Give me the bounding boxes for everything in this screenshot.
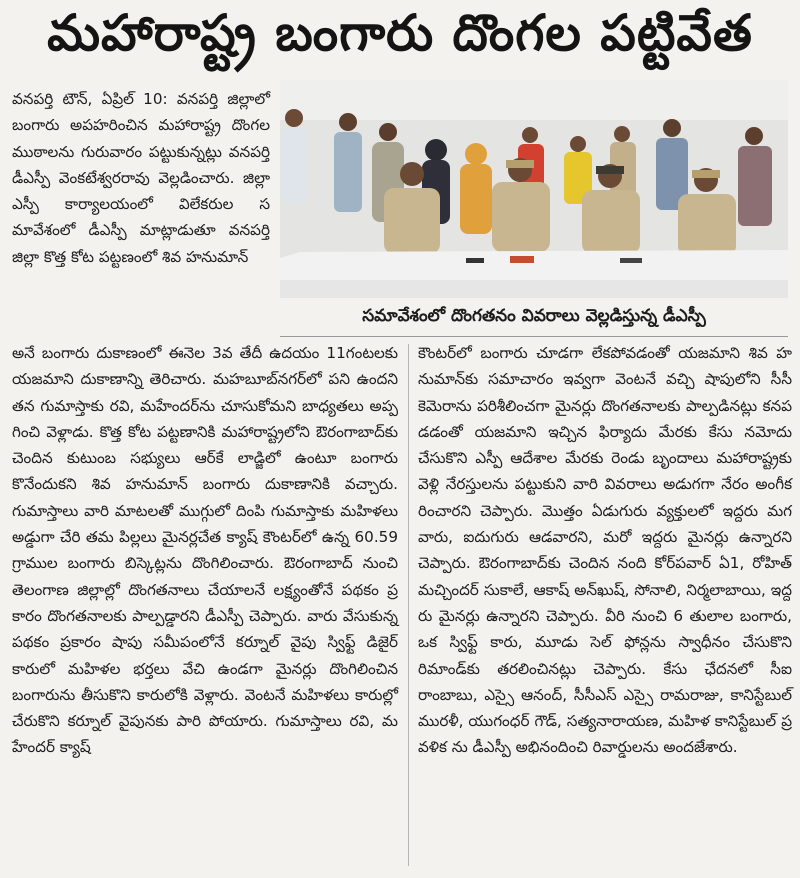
article-column-1-bottom: అనే బంగారు దుకాణంలో ఈనెల 3వ తేదీ ఉదయం 11గంటలకు యజమాని దుకాణాన్ని తెరిచారు. మహబూబ్‌నగర్‌లో పని ఉందని తన గుమాస్తాకు రవి, మహేందర్‌ను చూసుకోమని బాధ్యతలు అప్పగించి వెళ్లాడు. కొత్త కోట పట్టణానికి మహారాష్ట్రలోని ఔరంగాబాద్‌కు చెందిన కుటుంబ సభ్యులు ఆర్‌కే లాడ్జిలో ఉంటూ బంగారు కొనేందుకని శివ హనుమాన్ బంగారు దుకాణానికి వచ్చారు. గుమాస్తాలు వారి మాటలతో ముగ్గులో దింపి గుమాస్తాకు మహిళలు అడ్డుగా చేరి తమ పిల్లలు మైనర్లచేత క్యాష్ కౌంటర్‌లో ఉన్న 60.59 గ్రాముల బంగారు బిస్కెట్లను దొంగిలించారు. ఔరంగాబాద్ నుంచి తెలంగాణ జిల్లాల్లో దొంగతనాలు చేయాలనే లక్ష్యంతోనే పథకం ప్రకారం దొంగతనాలకు పాల్పడ్డారని డీఎస్పీ చెప్పారు. వారు వేసుకున్న పథకం ప్రకారం షాపు సమీపంలోనే కర్నూల్ వైపు స్విఫ్ట్ డిజైర్ కారులో మహిళల భర్తలు వేచి ఉండగా మైనర్లు దొంగిలించిన బంగారును తీసుకొని కారులోకి వెళ్లారు. వెంటనే మహిళలు కారుల్లో చేరుకొని కర్నూల్ వైపునకు పారి పోయారు. గుమాస్తాలు రవి, మహేందర్ క్యాష్ bbox=[12, 344, 398, 757]
article-column-1-top: వనపర్తి టౌన్, ఏప్రిల్ 10: వనపర్తి జిల్లాలో బంగారు అపహరించిన మహారాష్ట్ర దొంగల ముఠాలను గురువారం పట్టుకున్నట్లు వనపర్తి డీఎస్పీ వెంకటేశ్వరరావు వెల్లడించారు. జిల్లా ఎస్పీ కార్యాలయంలో విలేకరుల సమావేశంలో డీఎస్పీ మాట్లాడుతూ వనపర్తి జిల్లా కొత్త కోట పట్టణంలో శివ హనుమాన్ bbox=[12, 90, 270, 266]
headline: మహారాష్ట్ర బంగారు దొంగల పట్టివేత bbox=[47, 3, 753, 62]
article-column-2: కౌంటర్‌లో బంగారు చూడగా లేకపోవడంతో యజమాని శివ హనుమాన్‌కు సమాచారం ఇవ్వగా వెంటనే వచ్చి షాపులోని సీసీ కెమెరాను పరిశీలించగా మైనర్లు దొంగతనాలకు పాల్పడినట్లు కనపడడంతో యజమాని ఇచ్చిన ఫిర్యాదు మేరకు కేసు నమోదు చేసుకొని ఎస్పీ ఆదేశాల మేరకు రెండు బృందాలు మహారాష్ట్రకు వెళ్లి నేరస్తులను పట్టుకుని వారి వివరాలు అడుగగా నేరం అంగీకరించారని చెప్పారు. మొత్తం ఏడుగురు వ్యక్తులలో ఇద్దరు మగవారు, ఐదుగురు ఆడవారని, మరో ఇద్దరు మైనర్లు ఉన్నారని చెప్పారు. ఔరంగాబాద్‌కు చెందిన నంది కోర్‌పవార్ ఏ1, రోహిత్ మచ్చిందర్ సుకాలే, ఆకాష్ అన్‌ఖుష్, సోనాలి, నిర్మలాబాయి, ఇద్దరు మైనర్లు ఉన్నారని చెప్పారు. వీరి నుంచి 6 తులాల బంగారు, ఒక స్విఫ్ట్ కారు, మూడు సెల్ ఫోన్లను స్వాధీనం చేసుకొని రిమాండ్‌కు తరలించినట్లు చెప్పారు. కేసు ఛేదనలో సీఐ రాంబాబు, ఎస్సై ఆనంద్, సీసీఎస్ ఎస్సై రామరాజు, కానిస్టేబుల్ మురళీ, యుగంధర్ గౌడ్, సత్యనారాయణ, మహిళ కానిస్టేబుల్ ప్రవళిక ను డీఎస్పీ అభినందించి రివార్డులను అందజేశారు. bbox=[418, 344, 792, 757]
press-meet-illustration bbox=[280, 80, 788, 298]
press-meet-photo bbox=[280, 80, 788, 298]
photo-caption: సమావేశంలో దొంగతనం వివరాలు వెల్లడిస్తున్న డీఎస్పీ bbox=[280, 300, 788, 337]
column-divider bbox=[408, 344, 409, 866]
conference-table bbox=[280, 250, 788, 298]
